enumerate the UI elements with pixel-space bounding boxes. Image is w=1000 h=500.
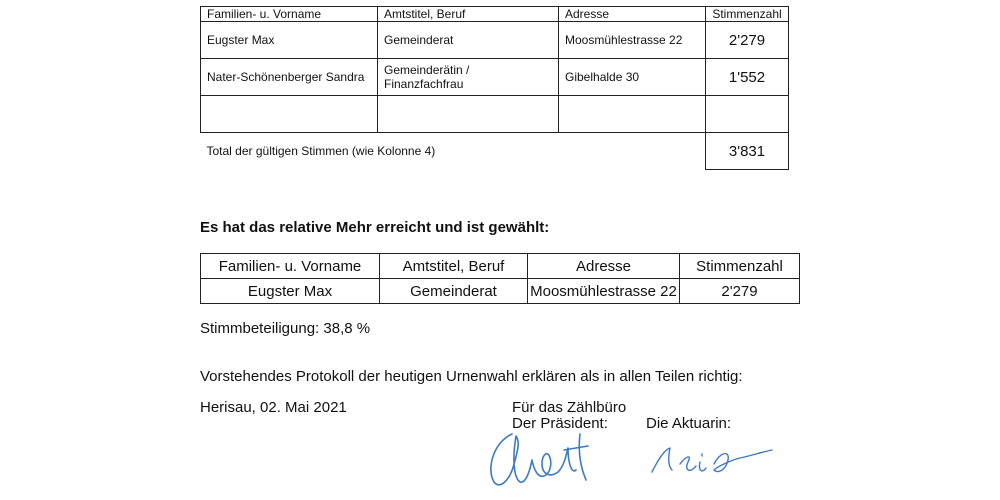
cell-address: [559, 96, 706, 133]
table-row: [201, 59, 789, 96]
total-label: Total der gültigen Stimmen (wie Kolonne 4): [206, 144, 436, 159]
result-heading: Es hat das relative Mehr erreicht und ist gewählt:: [200, 219, 550, 236]
header-title: Amtstitel, Beruf: [380, 254, 528, 279]
elected-table: [200, 253, 800, 304]
header-name: Familien- u. Vorname: [201, 254, 380, 279]
secretary-signature: [640, 430, 790, 485]
signature-secretary-label: Die Aktuarin:: [646, 415, 732, 432]
cell-votes: [706, 96, 789, 133]
cell-votes: 1'552: [706, 59, 789, 96]
total-value: 3'831: [706, 133, 789, 170]
header-address: Adresse: [559, 7, 706, 22]
statement-text: Vorstehendes Protokoll der heutigen Urnenwahl erklären als in allen Teilen richtig:: [200, 368, 743, 385]
header-votes: Stimmenzahl: [680, 254, 800, 279]
cell-name: [201, 96, 378, 133]
cell-title: Gemeinderat: [380, 279, 528, 304]
cell-title: Gemeinderat: [378, 22, 559, 59]
signature-president-label: Der Präsident:: [512, 415, 608, 432]
table-row: [201, 279, 800, 304]
cell-votes: 2'279: [706, 22, 789, 59]
table-header-row: [201, 254, 800, 279]
cell-address: Moosmühlestrasse 22: [528, 279, 680, 304]
cell-title: Gemeinderätin / Finanzfachfrau: [378, 59, 559, 96]
total-row: [201, 133, 789, 170]
place-date: Herisau, 02. Mai 2021: [200, 399, 347, 416]
table-row: [201, 22, 789, 59]
table-header-row: [201, 7, 789, 22]
participation-text: Stimmbeteiligung: 38,8 %: [200, 320, 371, 337]
header-title: Amtstitel, Beruf: [378, 7, 559, 22]
header-votes: Stimmenzahl: [706, 7, 789, 22]
cell-address: Moosmühlestrasse 22: [559, 22, 706, 59]
signature-office: Für das Zählbüro: [512, 399, 627, 416]
cell-name: Eugster Max: [201, 22, 378, 59]
header-name: Familien- u. Vorname: [201, 7, 378, 22]
candidates-table: [200, 6, 789, 170]
president-signature: [480, 420, 610, 492]
cell-title: [378, 96, 559, 133]
header-address: Adresse: [528, 254, 680, 279]
cell-name: Nater-Schönenberger Sandra: [201, 59, 378, 96]
cell-name: Eugster Max: [201, 279, 380, 304]
cell-address: Gibelhalde 30: [559, 59, 706, 96]
table-row-empty: [201, 96, 789, 133]
cell-votes: 2'279: [680, 279, 800, 304]
